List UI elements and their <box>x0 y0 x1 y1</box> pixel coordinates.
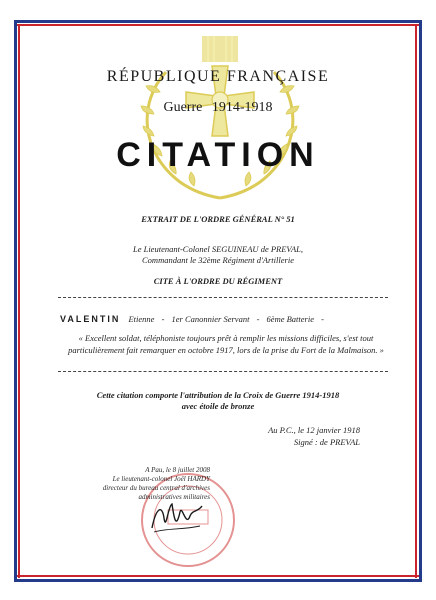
award-line: Cette citation comporte l'attribution de la Croix de Guerre 1914-1918 <box>96 390 340 400</box>
frame-border-bottom-blue <box>14 579 422 582</box>
croix-de-guerre-emblem <box>120 32 320 212</box>
archive-certification <box>90 466 210 502</box>
soldier-line <box>60 314 400 324</box>
soldier-surname: VALENTIN <box>60 314 121 324</box>
officer-block <box>30 244 406 266</box>
officer-line: Commandant le 32ème Régiment d'Artillerie <box>142 255 294 265</box>
praise-line: particulièrement fait remarquer en octobre 1917, lors de la prise du Fort de la Malmaison. » <box>68 345 384 355</box>
frame-border-right-red <box>415 24 417 578</box>
separator: - <box>321 314 324 324</box>
archive-line: A Pau, le 8 juillet 2008 <box>145 466 210 474</box>
praise-text <box>60 332 392 356</box>
war-years: 1914-1918 <box>211 100 273 115</box>
war-label: Guerre <box>163 100 203 115</box>
soldier-firstname: Etienne <box>128 314 155 324</box>
frame-border-top-red <box>17 24 419 26</box>
dashed-divider <box>58 297 388 298</box>
archive-line: administratives militaires <box>138 493 210 501</box>
signed-by: Signé : de PREVAL <box>293 437 360 447</box>
war-heading <box>30 100 406 116</box>
frame-border-top-blue <box>14 20 422 23</box>
republic-heading: RÉPUBLIQUE FRANÇAISE <box>106 68 330 85</box>
separator: - <box>256 314 260 324</box>
soldier-battery: 6ème Batterie <box>266 314 314 324</box>
frame-border-left-blue <box>14 20 17 582</box>
order-extract: EXTRAIT DE L'ORDRE GÉNÉRAL N° 51 <box>141 214 295 224</box>
archive-line: Le lieutenant-colonel Joël HARDY <box>112 475 210 483</box>
place-date-block <box>220 424 360 448</box>
frame-border-right-blue <box>419 20 422 582</box>
officer-line: Le Lieutenant-Colonel SEGUINEAU de PREVAL, <box>132 244 304 254</box>
award-text <box>30 390 406 412</box>
frame-border-left-red <box>18 24 20 578</box>
frame-border-bottom-red <box>17 575 419 577</box>
place-date: Au P.C., le 12 janvier 1918 <box>268 425 360 435</box>
citation-title: CITATION <box>116 136 320 174</box>
soldier-rank: 1er Canonnier Servant <box>171 314 250 324</box>
dashed-divider <box>58 371 388 372</box>
praise-line: « Excellent soldat, téléphoniste toujours prêt à remplir les missions difficiles, s'est tout <box>78 333 374 343</box>
archive-line: directeur du bureau central d'archives <box>102 484 210 492</box>
cited-heading: CITE À L'ORDRE DU RÉGIMENT <box>153 276 283 286</box>
handwritten-signature <box>146 498 206 538</box>
separator: - <box>161 314 165 324</box>
award-line: avec étoile de bronze <box>181 401 255 411</box>
